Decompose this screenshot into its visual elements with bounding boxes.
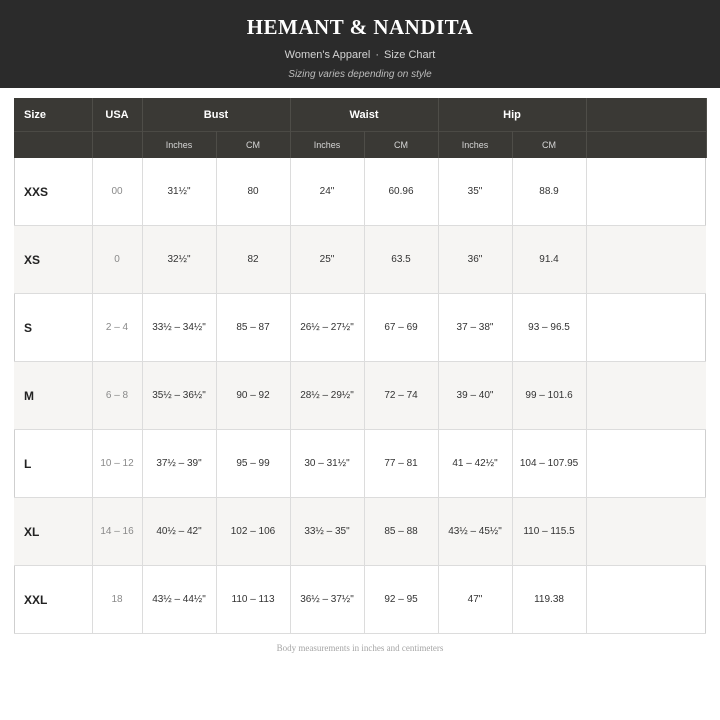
empty-cell <box>586 566 706 634</box>
brand-header <box>0 0 720 88</box>
size-chart-table <box>14 98 707 634</box>
waist-inches-cell: 28½ – 29½" <box>290 362 364 430</box>
footer-caption: Body measurements in inches and centimeters <box>276 643 444 653</box>
bust-cm-cell: 102 – 106 <box>216 498 290 566</box>
waist-cm-cell: 67 – 69 <box>364 294 438 362</box>
brand-title: HEMANT & NANDITA <box>246 15 474 39</box>
hip-cm-cell: 110 – 115.5 <box>512 498 586 566</box>
hip-inches-header: Inches <box>438 132 512 159</box>
bust-column-header: Bust <box>142 98 290 132</box>
waist-cm-cell: 85 – 88 <box>364 498 438 566</box>
usa-cell: 6 – 8 <box>92 362 142 430</box>
bust-cm-cell: 90 – 92 <box>216 362 290 430</box>
hip-cm-cell: 88.9 <box>512 158 586 226</box>
empty-cell <box>586 362 706 430</box>
table-row <box>14 362 706 430</box>
waist-inches-cell: 24" <box>290 158 364 226</box>
waist-inches-cell: 30 – 31½" <box>290 430 364 498</box>
hip-inches-cell: 35" <box>438 158 512 226</box>
bust-cm-header: CM <box>216 132 290 159</box>
waist-inches-cell: 33½ – 35" <box>290 498 364 566</box>
size-cell: S <box>14 294 92 362</box>
hip-inches-cell: 47" <box>438 566 512 634</box>
waist-cm-cell: 72 – 74 <box>364 362 438 430</box>
group-header-row <box>14 98 706 132</box>
table-row <box>14 294 706 362</box>
unit-header-row <box>14 132 706 159</box>
usa-cell: 2 – 4 <box>92 294 142 362</box>
bust-cm-cell: 95 – 99 <box>216 430 290 498</box>
waist-inches-cell: 26½ – 27½" <box>290 294 364 362</box>
bust-inches-cell: 37½ – 39" <box>142 430 216 498</box>
table-body <box>14 158 706 634</box>
waist-cm-cell: 60.96 <box>364 158 438 226</box>
empty-column-header <box>586 98 706 132</box>
bust-inches-cell: 43½ – 44½" <box>142 566 216 634</box>
bust-cm-cell: 80 <box>216 158 290 226</box>
usa-unit-header <box>92 132 142 159</box>
size-cell: XL <box>14 498 92 566</box>
hip-inches-cell: 41 – 42½" <box>438 430 512 498</box>
waist-cm-cell: 92 – 95 <box>364 566 438 634</box>
empty-cell <box>586 226 706 294</box>
empty-cell <box>586 294 706 362</box>
bust-inches-cell: 31½" <box>142 158 216 226</box>
size-column-header: Size <box>14 98 92 132</box>
usa-cell: 14 – 16 <box>92 498 142 566</box>
table-row <box>14 430 706 498</box>
waist-column-header: Waist <box>290 98 438 132</box>
table-header <box>14 98 706 158</box>
size-cell: L <box>14 430 92 498</box>
waist-cm-header: CM <box>364 132 438 159</box>
size-cell: M <box>14 362 92 430</box>
table-row <box>14 226 706 294</box>
hip-column-header: Hip <box>438 98 586 132</box>
hip-cm-cell: 104 – 107.95 <box>512 430 586 498</box>
empty-cell <box>586 430 706 498</box>
bust-inches-cell: 32½" <box>142 226 216 294</box>
waist-cm-cell: 63.5 <box>364 226 438 294</box>
empty-cell <box>586 498 706 566</box>
usa-cell: 10 – 12 <box>92 430 142 498</box>
table-row <box>14 158 706 226</box>
empty-cell <box>586 158 706 226</box>
bust-inches-cell: 35½ – 36½" <box>142 362 216 430</box>
usa-cell: 18 <box>92 566 142 634</box>
hip-inches-cell: 43½ – 45½" <box>438 498 512 566</box>
usa-cell: 00 <box>92 158 142 226</box>
category-label: Women's Apparel <box>284 49 371 61</box>
table-row <box>14 566 706 634</box>
hip-cm-cell: 93 – 96.5 <box>512 294 586 362</box>
size-cell: XS <box>14 226 92 294</box>
waist-inches-cell: 25" <box>290 226 364 294</box>
subtitle-separator: · <box>375 49 379 61</box>
hip-cm-cell: 119.38 <box>512 566 586 634</box>
size-unit-header <box>14 132 92 159</box>
sizing-note: Sizing varies depending on style <box>288 69 432 80</box>
chart-name-label: Size Chart <box>383 49 436 61</box>
size-cell: XXS <box>14 158 92 226</box>
hip-cm-cell: 91.4 <box>512 226 586 294</box>
bust-inches-cell: 40½ – 42" <box>142 498 216 566</box>
usa-cell: 0 <box>92 226 142 294</box>
usa-column-header: USA <box>92 98 142 132</box>
waist-cm-cell: 77 – 81 <box>364 430 438 498</box>
waist-inches-header: Inches <box>290 132 364 159</box>
hip-inches-cell: 37 – 38" <box>438 294 512 362</box>
bust-inches-cell: 33½ – 34½" <box>142 294 216 362</box>
bust-cm-cell: 110 – 113 <box>216 566 290 634</box>
size-cell: XXL <box>14 566 92 634</box>
hip-cm-header: CM <box>512 132 586 159</box>
waist-inches-cell: 36½ – 37½" <box>290 566 364 634</box>
hip-inches-cell: 39 – 40" <box>438 362 512 430</box>
header-subtitle <box>0 49 720 61</box>
size-chart-table-container <box>14 98 706 634</box>
table-row <box>14 498 706 566</box>
hip-inches-cell: 36" <box>438 226 512 294</box>
bust-cm-cell: 82 <box>216 226 290 294</box>
bust-cm-cell: 85 – 87 <box>216 294 290 362</box>
bust-inches-header: Inches <box>142 132 216 159</box>
hip-cm-cell: 99 – 101.6 <box>512 362 586 430</box>
empty-unit-header <box>586 132 706 159</box>
